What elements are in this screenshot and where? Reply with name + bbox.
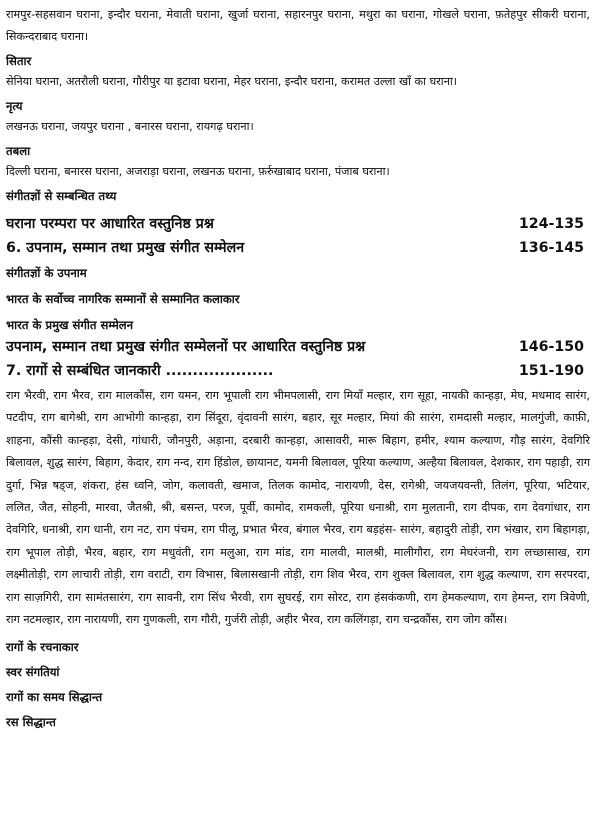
heading-ras-siddhant: रस सिद्धान्त: [6, 715, 56, 730]
heading-samay-siddhant: रागों का समय सिद्धान्त: [6, 690, 103, 705]
heading-sammelan: भारत के प्रमुख संगीत सम्मेलन: [6, 318, 134, 332]
tail-headings: [6, 635, 590, 735]
toc-entry-chapter-7: [6, 359, 590, 383]
heading-related-facts: संगीतज्ञों से सम्बन्धित तथ्य: [6, 189, 117, 203]
toc-pages: 136-145: [518, 240, 584, 256]
heading-samman: भारत के सर्वोच्च नागरिक सम्मानों से सम्मानित कलाकार: [6, 292, 240, 306]
gharana-list-vocal: रामपुर-सहसवान घराना, इन्दौर घराना, मेवाती घराना, खुर्जा घराना, सहारनपुर घराना, मथुरा का घराना, गोखले घराना, फ़तेहपुर सीकरी घराना, सिकन्दराबाद घराना।: [6, 8, 590, 43]
toc-title: 6. उपनाम, सम्मान तथा प्रमुख संगीत सम्मेलन: [6, 240, 245, 256]
toc-pages: 146-150: [518, 339, 584, 355]
heading-raag-composers: रागों के रचनाकार: [6, 640, 79, 655]
heading-sitar: सितार: [6, 54, 32, 68]
toc-pages: 151-190: [518, 363, 584, 379]
heading-upnaam: संगीतज्ञों के उपनाम: [6, 266, 87, 280]
section-sitar: [6, 51, 590, 93]
toc-title: उपनाम, सम्मान तथा प्रमुख संगीत सम्मेलनों पर आधारित वस्तुनिष्ठ प्रश्न: [6, 339, 366, 355]
section-nritya: [6, 96, 590, 138]
heading-swar-sangatiyan: स्वर संगतियां: [6, 665, 60, 680]
gharana-list-tabla: दिल्ली घराना, बनारस घराना, अजराड़ा घराना, लखनऊ घराना, फ़र्रुखाबाद घराना, पंजाब घराना।: [6, 165, 390, 178]
section-tabla: [6, 141, 590, 183]
toc-entry-gharana-questions: [6, 212, 590, 236]
toc-title: घराना परम्परा पर आधारित वस्तुनिष्ठ प्रश्न: [6, 216, 214, 232]
heading-tabla: तबला: [6, 144, 31, 158]
gharana-list-sitar: सेनिया घराना, अतरौली घराना, गौरीपुर या इटावा घराना, मेहर घराना, इन्दौर घराना, करामत उल्ला खाँ का घराना।: [6, 75, 458, 88]
toc-entry-samman-questions: [6, 335, 590, 359]
toc-pages: 124-135: [518, 216, 584, 232]
raag-list: राग भैरवी, राग भैरव, राग मालकौंस, राग यमन, राग भूपाली राग भीमपलासी, राग मियाँ मल्हार, राग सूहा, नायकी कान्हड़ा, मेघ, मधमाद सारंग, पटदीप, राग बागेश्री, राग आभोगी कान्हड़ा, राग सिंदूरा, वृंदावनी सारंग, बहार, सूर मल्हार, मियां की सारंग, रामदासी मल्हार, मालगुंजी, काफ़ी, शाहना, कौंसी कान्हड़ा, देसी, गांधारी, जौनपुरी, अड़ाना, दरबारी कान्हड़ा, आसावरी, मारू बिहाग, हमीर, श्याम कल्याण, गौड़ सारंग, देवगिरि बिलावल, शुद्ध सारंग, बिहाग, केदार, राग नन्द, राग हिंडोल, छायानट, यमनी बिलावल, पूरिया कल्याण, अल्हैया बिलावल, देशकार, राग पहाड़ी, राग दुर्गा, भिन्न षड्ज, शंकरा, हंस ध्वनि, जोग, कलावती, खमाज, तिलक कामोद, नारायणी, देस, रागेश्री, जयजयवन्ती, तिलंग, पूरिया, भटियार, ललित, जैत, सोहनी, मारवा, जैतश्री, श्री, बसन्त, परज, पूर्वी, कामोद, रामकली, पूरिया धनाश्री, राग मुलतानी, राग दीपक, राग देवगांधार, राग देवगिरि, धनाश्री, राग धानी, राग नट, राग पंचम, राग पीलू, प्रभात भैरव, बंगाल भैरव, राग बड़हंस- सारंग, बहादुरी तोड़ी, राग भंखार, राग बिहागड़ा, राग भूपाल तोड़ी, भैरव, बहार, राग मधुवंती, राग मलुआ, राग मांड, राग मालवी, मालश्री, मालीगौरा, राग मेघरंजनी, राग लच्छासाख, राग लक्ष्मीतोड़ी, राग लाचारी तोड़ी, राग वराटी, राग विभास, बिलासखानी तोड़ी, राग शिव भैरव, राग शुक्ल बिलावल, राग शुद्ध कल्याण, राग सरपरदा, राग साज़गिरी, राग सामंतसारंग, राग सावनी, राग सिंध भैरवी, राग सुघरई, राग सोरट, राग हंसकंकणी, राग हेमकल्याण, राग हेमन्त, राग त्रिवेणी, राग नटमल्हार, राग नारायणी, राग गुणकली, राग गौरी, गुर्जरी तोड़ी, अहीर भैरव, राग कलिंगड़ा, राग चन्द्रकौंस, राग जोग कौंस।: [6, 389, 590, 627]
toc-title: 7. रागों से सम्बंधित जानकारी ....................: [6, 363, 274, 379]
gharana-list-nritya: लखनऊ घराना, जयपुर घराना , बनारस घराना, रायगढ़ घराना।: [6, 120, 254, 133]
heading-nritya: नृत्य: [6, 99, 23, 113]
toc-entry-chapter-6: [6, 236, 590, 260]
